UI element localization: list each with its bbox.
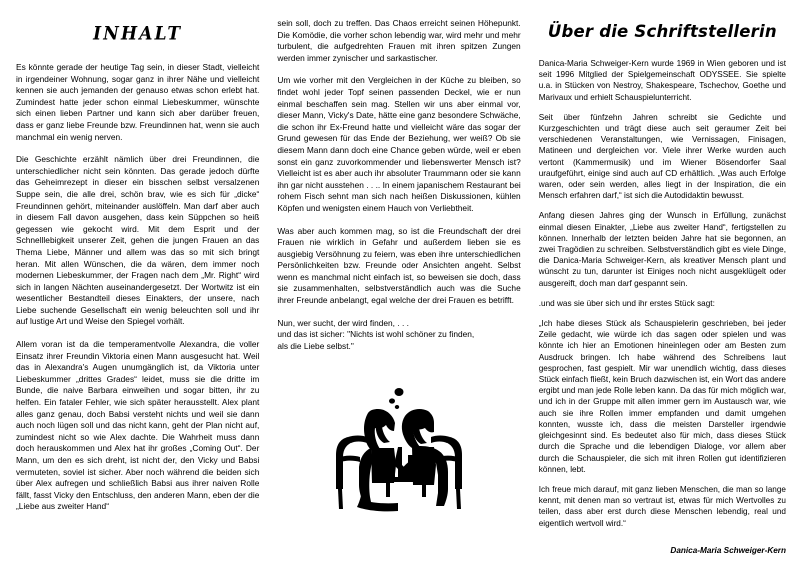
paragraph: Um wie vorher mit den Vergleichen in der Küche zu bleiben, so findet wohl jeder Topf seinen passenden Deckel, wie er nun einmal beschaffen sein mag. Stellen wir uns aber einmal vor, dieser Mann, Vicky's Date, hätte eine ganz besondere Schwäche, die schon ihr Ex-Freund hatte und vielleicht wäre das sogar der Grund gewesen für das Ende der Beziehung, wer weiß? Ob sie diesem Mann dann doch eine Chance geben würde, weil er eben sonst ein ganz zuvorkommender und liebenswerter Mensch ist? Vielleicht ist es aber auch ihr absoluter Traummann oder sie kann ihn gar nicht ausstehen . . .. In einem japanischem Restaurant bei rohem Fisch sehnt man sich nach heißen Diskussionen, kühlen Köpfen und wenigsten einem Hauch von Verliebtheit.: [277, 75, 521, 213]
closing-line: Nun, wer sucht, der wird finden, . . .: [277, 317, 409, 328]
paragraph: Die Geschichte erzählt nämlich über drei Freundinnen, die unterschiedlicher nicht sein könnten. Das gerade jedoch dürfte das Geheimrezept in dieser ein bisschen selbst versalzenen Suppe sein, die alle drei, schön brav, wie es sich für „dicke“ Freundinnen gehört, miteinander auslöffeln. Man darf aber auch in diesem Fall davon ausgehen, dass kein Süppchen so heiß gegessen wie gekocht wird. Mit dem Esprit und der Schnelllebigkeit unserer Zeit, gehen die jungen Frauen an das Thema Liebe, Männer und allem was das so mit sich bringt heran. Mit allen Wünschen, die da wären, dem immer noch modernen Liebeskummer, der Fragen nach dem „Mr. Right“ wird sich in langen Nächten auseinandergesetzt. Der Wortwitz ist ein wesentlicher Bestandteil dieses Einakters, der unsere, nach Liebe suchende Gesellschaft ein wenig beleuchten soll und ihr auf lustige Art und Weise den Spiegel vorhält.: [16, 154, 260, 327]
couple-at-table-icon: [324, 385, 474, 513]
illustration-container: [277, 385, 520, 513]
paragraph: Danica-Maria Schweiger-Kern wurde 1969 in Wien geboren und ist seit 1996 Mitglied der Spielgemeinschaft ODYSSEE. Sie spielte u.a. in Stücken von Nestroy, Shakespeare, Tschechov, Goethe und Marivaux und erhielt Schauspielunterricht.: [538, 59, 786, 102]
paragraph: Es könnte gerade der heutige Tag sein, in dieser Stadt, vielleicht in irgendeiner Wohnung, sogar ganz in ihrer Nähe und vielleicht kennen sie auch jemanden der genauso etwas schon erlebt hat. Zumindest hatte jeder schon einmal Liebeskummer, wünschte sich einen lieben Partner und kann sich aber darüber freuen, dass er ganz liebe Freunde bzw. Freundinnen hat, wenn sie auch manchmal ein wenig nerven.: [16, 62, 260, 142]
paragraph: Allem voran ist da die temperamentvolle Alexandra, die voller Einsatz ihrer Freundin Viktoria einen Mann ausgesucht hat. Weil das in Alexandra's Augen unumgänglich ist, da Viktoria unter Liebeskummer „drittes Grades“ leidet, muss sie die dritte im Bunde, die naive Barbara einweihen und sogar bitten, ihr zu helfen. Ein fataler Fehler, wie sich später herausstellt. Alex plant alles ganz genau, doch Babsi versteht nichts und weil sie dann auch noch lügen soll und das nicht kann, geht der Plan nicht auf, zumindest nicht so wie Alex dachte. Die Wahrheit muss dann doch herauskommen und Alex hat ihr großes „Coming Out“. Der Mann, um den es sich dreht, ist nicht der, den Vicky und Babsi vermuteten, soviel ist sicher. Aber noch während die beiden sich über Alex aufregen und schließlich Babsi aus ihrer naiven Rolle fällt, fasst Vicky den Entschluss, den anderen Mann, eben der die „Liebe aus zweiter Hand“: [16, 339, 260, 512]
paragraph: Was aber auch kommen mag, so ist die Freundschaft der drei Frauen nie wirklich in Gefahr und außerdem lieben sie es ausgiebig Versöhnung zu feiern, was eben ihre unterschiedlichen Persönlichkeiten bzw. Freunde oder Ansichten angeht. Selbst wenn es manchmal nicht einfach ist, so beweisen sie doch, dass sie zusammenhalten, selbstverständlich auch was die Suche ihrer Freunde anbelangt, egal welche der drei Frauen es betrifft.: [277, 225, 521, 306]
column-left: [8, 18, 269, 560]
column-right: [531, 18, 792, 560]
section-title-about-author: Über die Schriftstellerin: [547, 22, 777, 41]
quote-paragraph: Ich freue mich darauf, mit ganz lieben Menschen, die man so lange kennt, mit denen man so vertraut ist, etwas für mich Wertvolles zu teilen, dass aber erst durch diese Menschen lebendig, real und eigentlich wertvoll wird.“: [538, 484, 786, 528]
closing-line: als die Liebe selbst.": [277, 340, 354, 351]
paragraph: Seit über fünfzehn Jahren schreibt sie Gedichte und Kurzgeschichten und trägt diese auch seit geraumer Zeit bei verschiedenen Veranstaltungen, wie Vernissagen, Finisagen, Matineen und dergleichen vor. Viele ihrer Werke wurden auch vertont (Kammermusik) und im Wiener Bösendorfer Saal uraufgeführt, einige sind auch auf CD erhältlich. „Was auch Erfolge waren, oder sein werden, alles liegt in der Inspiration, die ein Mensch erfahren darf,“ ist sich die Autodidaktin bewusst.: [538, 112, 786, 201]
paragraph: Anfang diesen Jahres ging der Wunsch in Erfüllung, zunächst einmal diesen Einakter, „Liebe aus zweiter Hand“, fertigstellen zu können. Innerhalb der letzten beiden Jahre hat sie begonnen, an zwei Tragödien zu schreiben. Selbstverständlich gibt es viele Dinge, die Danica-Maria Schweiger-Kern, als kreativer Mensch plant und wünscht zu tun, darunter ist Einiges noch nicht ausgeklügelt oder ausgereift, doch man darf gespannt sein.: [538, 211, 786, 288]
author-signature: Danica-Maria Schweiger-Kern: [670, 545, 786, 555]
quote-paragraph: „Ich habe dieses Stück als Schauspielerin geschrieben, bei jeder Zeile gedacht, wie würde ich das sagen oder spielen und was könnte ich hier an Emotionen hineinlegen oder am Besten zum Ausdruck bringen. Ich habe während des Schreibens laut gesprochen, fast gespielt. Mir war unendlich wichtig, dass dieses Stück einfach fließt, kein Bruch dazwischen ist, ein Wort das andere ergibt und man jede Rolle leben kann. Da das für mich möglich war, und ich in der Gruppe mit allen immer gern im Austausch war, wie auch sie ihre Rollen immer empfanden und damit umgehen konnten, wusste ich, dass die meisten Darsteller irgendwie gleichgesinnt sind. Es bedeutet also für mich, dass dieses Stück durch die Sprache und die lebendigen Dialoge, vor allem aber durch die Schauspieler, die sich mit ihren Rollen gut identifizieren können, lebt.: [538, 319, 786, 474]
closing-line: und das ist sicher: "Nichts ist wohl schöner zu finden,: [277, 329, 475, 340]
quote-intro: .und was sie über sich und ihr erstes Stück sagt:: [538, 298, 715, 308]
paragraph: sein soll, doch zu treffen. Das Chaos erreicht seinen Höhepunkt. Die Komödie, die vorher schon lebendig war, wird mehr und mehr turbulent, die aufgedrehten Frauen mit ihren spitzen Zungen werden immer zynischer und sarkastischer.: [277, 18, 521, 63]
column-middle: [269, 18, 530, 560]
page-title-inhalt: INHALT: [93, 22, 183, 46]
